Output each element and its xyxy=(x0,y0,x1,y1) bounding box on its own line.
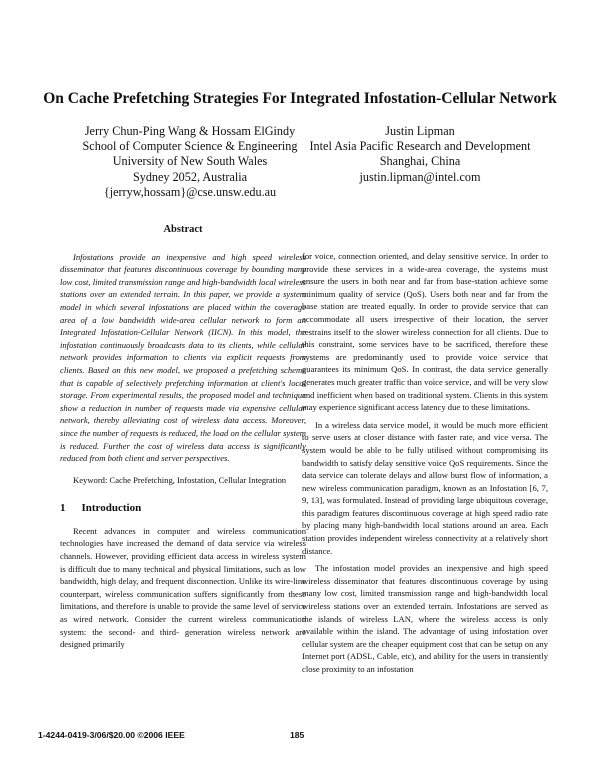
footer-isbn: 1-4244-0419-3/06/$20.00 ©2006 IEEE xyxy=(38,730,185,740)
author-block-left xyxy=(70,124,310,200)
keywords: Keyword: Cache Prefetching, Infostation, Cellular Integration xyxy=(73,474,287,485)
body-paragraph: In a wireless data service model, it would be much more efficient to serve users at closer distance with faster rate, and vice versa. The system would be able to be fully utilised without compromising its bandwidth to satisfy delay sensitive voice QoS requirements. Since the data service can tolerate delays and allow burst flow of information, a new wireless communication paradigm, known as an Infostation [6, 7, 9, 13], was formulated. Instead of providing large ubiquitous coverage, this paradigm features discontinuous coverage at high speed radio rate by placing many high-bandwidth local stations around an area. Each station provides independent wireless connectivity at a relatively short distance. xyxy=(302,419,548,556)
abstract-heading: Abstract xyxy=(163,224,203,235)
author-email: justin.lipman@intel.com xyxy=(359,169,481,184)
author-affiliation-university: University of New South Wales xyxy=(112,154,268,169)
section-number: 1 xyxy=(60,502,66,515)
author-affiliation: Intel Asia Pacific Research and Development xyxy=(309,139,531,154)
abstract-body: Infostations provide an inexpensive and high speed wireless disseminator that features discontinuous coverage by bounding many low cost, limited transmission range and high-bandwidth local wireless stations over an extended terrain. In this paper, we provide a system model in which several infostations are placed within the coverage area of a low bandwidth wide-area cellular network to form an Integrated Infostation-Cellular Network (IICN). In this model, the infostation continuously broadcasts data to its clients, while cellular network provides information to clients via explicit requests from clients. Based on this new model, we proposed a prefetching scheme that is capable of selectively prefetching information at client's local storage. From experimental results, the proposed model and technique show a reduction in number of requests made via expensive cellular network, thereby alleviating cost of wireless data access. Moreover, since the number of requests is reduced, the load on the cellular system is reduced. Further the cost of wireless data access is significantly reduced from both client and server perspectives. xyxy=(60,251,306,464)
author-address: Shanghai, China xyxy=(379,154,461,169)
author-email: {jerryw,hossam}@cse.unsw.edu.au xyxy=(103,184,277,199)
paper-title: On Cache Prefetching Strategies For Integrated Infostation-Cellular Network xyxy=(43,90,557,107)
page-number: 185 xyxy=(290,730,305,740)
author-affiliation-school: School of Computer Science & Engineering xyxy=(82,139,298,154)
body-paragraph: The infostation model provides an inexpensive and high speed wireless disseminator that features discontinuous coverage by using many low cost, limited transmission range and high-bandwidth local wireless stations over an extended terrain. Infostations are served as the islands of wireless LAN, where the wireless access is only available within the island. The advantage of using infostation over cellular system are the cheaper equipment cost that can be setup on any Internet port (ADSL, Cable, etc), and ability for the users in transiently close proximity to an infostation xyxy=(302,563,548,674)
left-column xyxy=(60,224,306,651)
author-address: Sydney 2052, Australia xyxy=(132,169,248,184)
right-column xyxy=(302,250,548,676)
author-name: Justin Lipman xyxy=(385,124,455,138)
section-heading xyxy=(60,502,306,515)
author-names: Jerry Chun-Ping Wang & Hossam ElGindy xyxy=(84,124,296,138)
body-paragraph: for voice, connection oriented, and delay sensitive service. In order to provide these services in a wide-area coverage, the systems must ensure the users in both near and far from base-station achieve some minimum quality of service (QoS). Users both near and far from the base station are treated equally. In order to provide service that can accommodate all users irrespective of their location, the server restrains itself to the slower wireless connection for all clients. Due to this constraint, some services have to be sacrificed, therefore these systems are predominantly used to provide voice service that guarantees its minimum QoS. In contrast, the data service generally generates much greater traffic than voice service, and will be very slow and inefficient when based on traditional system. Clients in this system may experience significant access latency due to these limitations. xyxy=(302,251,548,413)
section-title: Introduction xyxy=(81,502,142,515)
author-block-right xyxy=(300,124,540,185)
intro-paragraph: Recent advances in computer and wireless communication technologies have increased the demand of data service via wireless channels. However, providing efficient data access in wireless system is difficult due to many technical and physical limitations, such as low bandwidth, high delay, and frequent disconnection. Unlike its wire-line counterpart, wireless communication suffers significantly from these limitations, and therefore is unable to provide the same level of service as wired network. Consider the current wireless communication system: the second- and third- generation wireless network are designed primarily xyxy=(60,525,306,650)
